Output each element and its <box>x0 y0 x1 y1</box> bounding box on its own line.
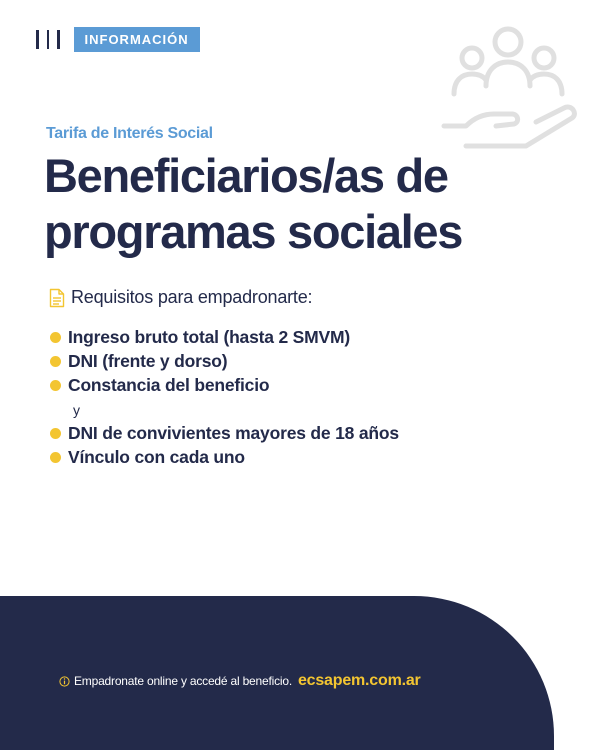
footer-text: Empadronate online y accedé al beneficio. <box>74 674 292 688</box>
page-title: Beneficiarios/as de programas sociales <box>44 149 463 258</box>
list-item <box>50 445 399 469</box>
list-item-label: Ingreso bruto total (hasta 2 SMVM) <box>68 326 350 347</box>
header <box>36 27 200 52</box>
bullet-dot-icon <box>50 380 61 391</box>
subtitle: Tarifa de Interés Social <box>46 125 213 142</box>
list-item <box>50 421 399 445</box>
list-item <box>50 325 399 349</box>
requirements-list <box>50 325 399 469</box>
requirements-label: Requisitos para empadronarte: <box>71 287 313 307</box>
document-icon <box>49 288 65 308</box>
bullet-dot-icon <box>50 356 61 367</box>
people-in-hand-icon <box>440 14 580 154</box>
list-item-label: DNI de convivientes mayores de 18 años <box>68 422 399 443</box>
list-item-label: Vínculo con cada uno <box>68 446 245 467</box>
list-item <box>50 349 399 373</box>
bullet-dot-icon <box>50 428 61 439</box>
bullet-dot-icon <box>50 332 61 343</box>
list-item-label: DNI (frente y dorso) <box>68 350 228 371</box>
website-link[interactable]: ecsapem.com.ar <box>297 672 421 689</box>
conjunction-text: y <box>73 402 80 418</box>
list-item-label: Constancia del beneficio <box>68 374 270 395</box>
info-icon <box>59 676 70 687</box>
list-item <box>50 373 399 397</box>
menu-bars-decoration <box>36 30 60 49</box>
footer-line <box>59 672 421 690</box>
info-badge: INFORMACIÓN <box>74 27 200 52</box>
bullet-dot-icon <box>50 452 61 463</box>
requirements-header <box>49 287 312 308</box>
